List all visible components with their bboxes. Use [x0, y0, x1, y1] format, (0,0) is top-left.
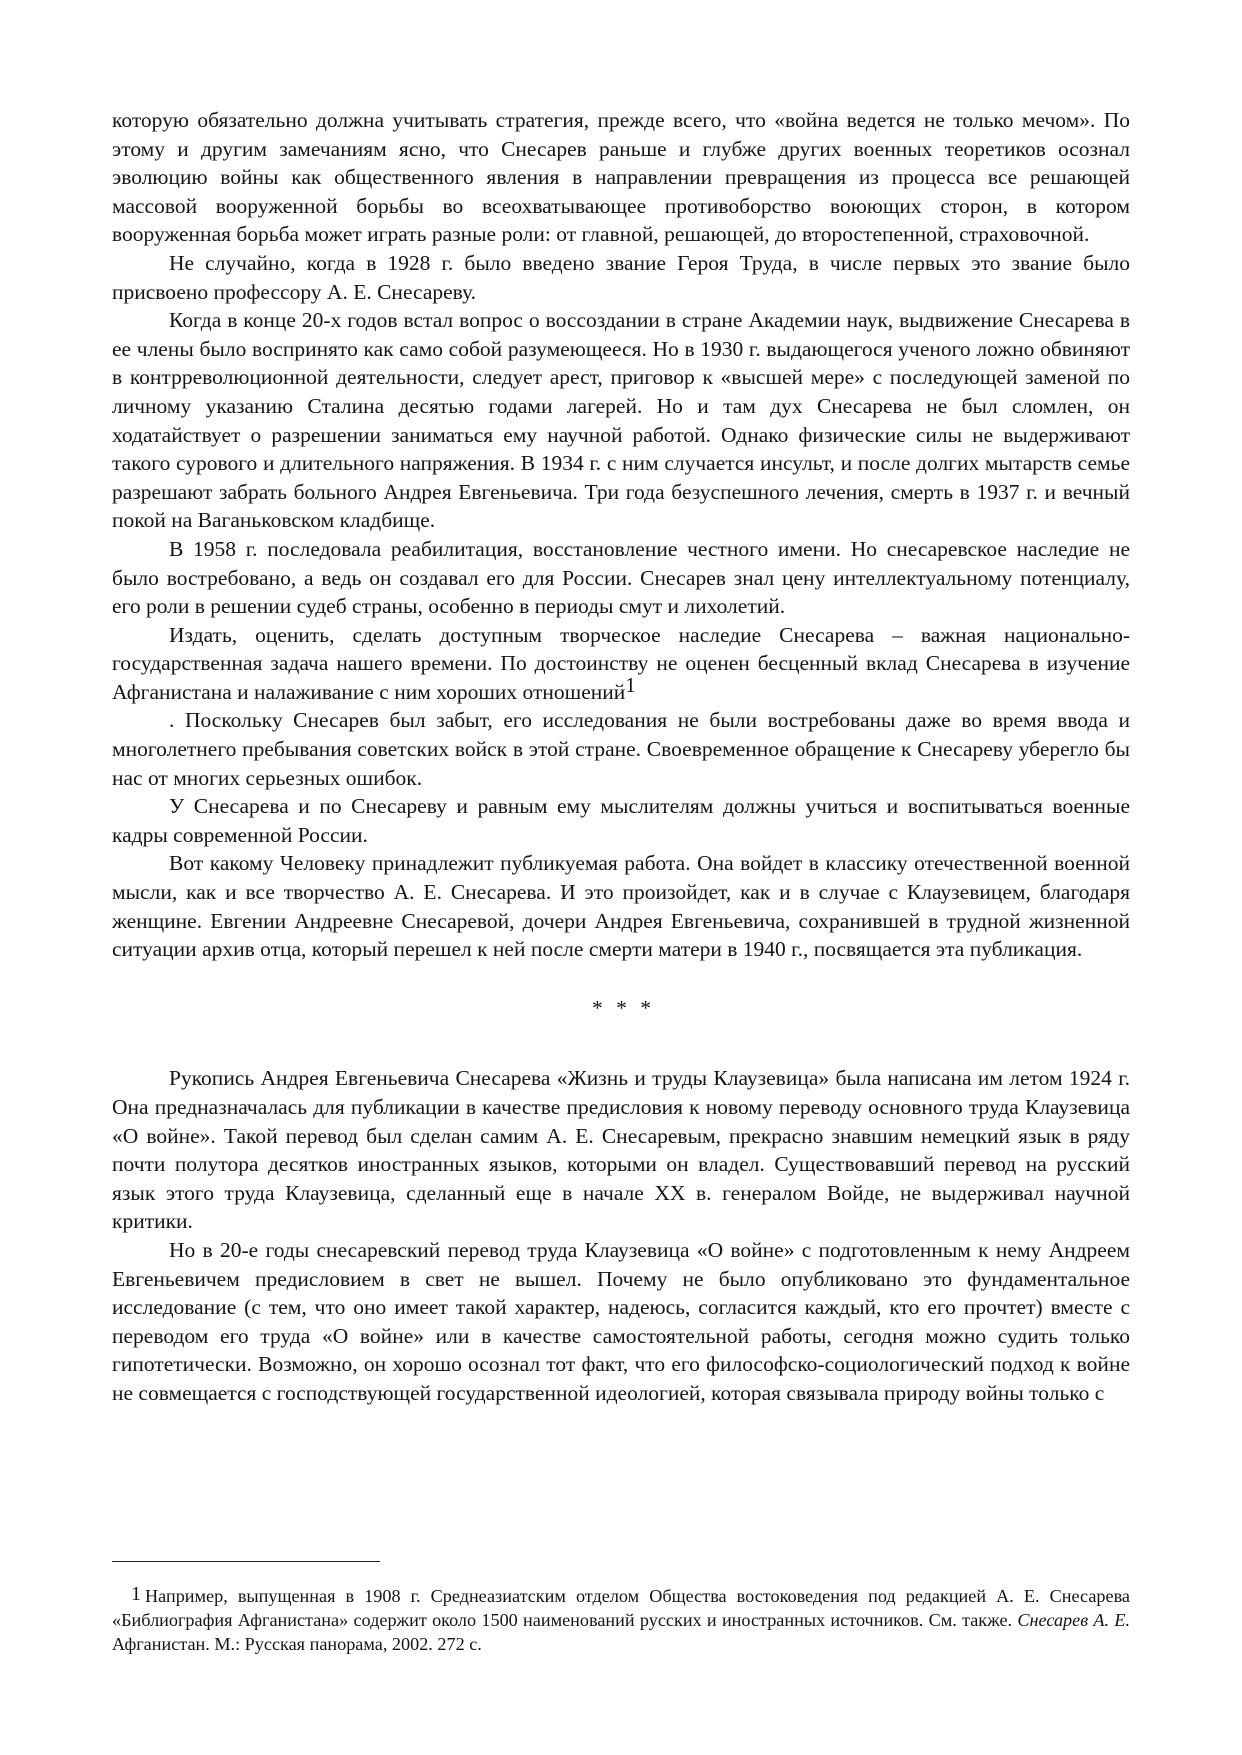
footnote: [112, 1583, 1130, 1656]
footnote-source: Афганистан. М.: Русская панорама, 2002. 272 с.: [112, 1633, 482, 1654]
footnote-text: Например, выпущенная в 1908 г. Среднеазиатским отделом Общества востоковедения под редакцией А. Е. Снесарева «Библиография Афганистана» содержит около 1500 наименований русских и иностранных источников. См. также.: [112, 1586, 1130, 1630]
footnote-divider: [112, 1561, 380, 1562]
paragraph: У Снесарева и по Снесареву и равным ему мыслителям должны учиться и воспитываться военные кадры современной России.: [112, 794, 1130, 847]
body-text: [112, 106, 1130, 1408]
footnote-number: 1: [131, 1583, 141, 1605]
footnote-author: Снесарев А. Е.: [1017, 1609, 1130, 1630]
paragraph: которую обязательно должна учитывать стратегия, прежде всего, что «война ведется не только мечом». По этому и другим замечаниям ясно, что Снесарев раньше и глубже других военных теоретиков осознал эволюцию войны как общественного явления в направлении превращения из процесса все решающей массовой вооруженной борьбы во всеохватывающее противоборство воюющих сторон, в котором вооруженная борьба может играть разные роли: от главной, решающей, до второстепенной, страховочной.: [112, 108, 1130, 247]
paragraph-with-footnote: [112, 621, 1130, 707]
paragraph: Но в 20-е годы снесаревский перевод труда Клаузевица «О войне» с подготовленным к нему Андреем Евгеньевичем предисловием в свет не вышел. Почему не было опубликовано это фундаментальное исследование (с тем, что оно имеет такой характер, надеюсь, согласится каждый, кто его прочтет) вместе с переводом его труда «О войне» или в качестве самостоятельной работы, сегодня можно судить только гипотетически. Возможно, он хорошо осознал тот факт, что его философско-социологический подход к войне не совмещается с господствующей государственной идеологией, которая связывала природу войны только с: [112, 1237, 1130, 1405]
section-separator: * * *: [592, 995, 655, 1020]
paragraph: Вот какому Человеку принадлежит публикуемая работа. Она войдет в классику отечественной военной мысли, как и все творчество А. Е. Снесарева. И это произойдет, как и в случае с Клаузевицем, благодаря женщине. Евгении Андреевне Снесаревой, дочери Андрея Евгеньевича, сохранившей в трудной жизненной ситуации архив отца, который перешел к ней после смерти матери в 1940 г., посвящается эта публикация.: [112, 851, 1130, 962]
paragraph: В 1958 г. последовала реабилитация, восстановление честного имени. Но снесаревское наследие не было востребовано, а ведь он создавал его для России. Снесарев знал цену интеллектуальному потенциалу, его роли в решении судеб страны, особенно в периоды смут и лихолетий.: [112, 536, 1130, 619]
paragraph-text: Издать, оценить, сделать доступным творческое наследие Снесарева – важная национально-государственная задача нашего времени. По достоинству не оценен бесценный вклад Снесарева в изучение Афганистана и налаживание с ним хороших отношений: [112, 622, 1130, 704]
paragraph: Когда в конце 20-х годов встал вопрос о воссоздании в стране Академии наук, выдвижение Снесарева в ее члены было воспринято как само собой разумеющееся. Но в 1930 г. выдающегося ученого ложно обвиняют в контрреволюционной деятельности, следует арест, приговор к «высшей мере» с последующей заменой по личному указанию Сталина десятью годами лагерей. Но и там дух Снесарева не был сломлен, он ходатайствует о разрешении заниматься ему научной работой. Однако физические силы не выдерживают такого сурового и длительного напряжения. В 1934 г. с ним случается инсульт, и после долгих мытарств семье разрешают забрать больного Андрея Евгеньевича. Три года безуспешного лечения, смерть в 1937 г. и вечный покой на Ваганьковском кладбище.: [112, 308, 1130, 533]
paragraph: Рукопись Андрея Евгеньевича Снесарева «Жизнь и труды Клаузевица» была написана им летом 1924 г. Она предназначалась для публикации в качестве предисловия к новому переводу основного труда Клаузевица «О войне». Такой перевод был сделан самим А. Е. Снесаревым, прекрасно знавшим немецкий язык в ряду почти полутора десятков иностранных языков, которыми он владел. Существовавший перевод на русский язык этого труда Клаузевица, сделанный еще в начале XX в. генералом Войде, не выдерживал научной критики.: [112, 1066, 1130, 1234]
paragraph: . Поскольку Снесарев был забыт, его исследования не были востребованы даже во время ввода и многолетнего пребывания советских войск в этой стране. Своевременное обращение к Снесареву уберегло бы нас от многих серьезных ошибок.: [112, 708, 1130, 790]
footnote-reference[interactable]: 1: [625, 672, 636, 697]
paragraph: Не случайно, когда в 1928 г. было введено звание Героя Труда, в числе первых это звание было присвоено профессору А. Е. Снесареву.: [112, 250, 1130, 304]
